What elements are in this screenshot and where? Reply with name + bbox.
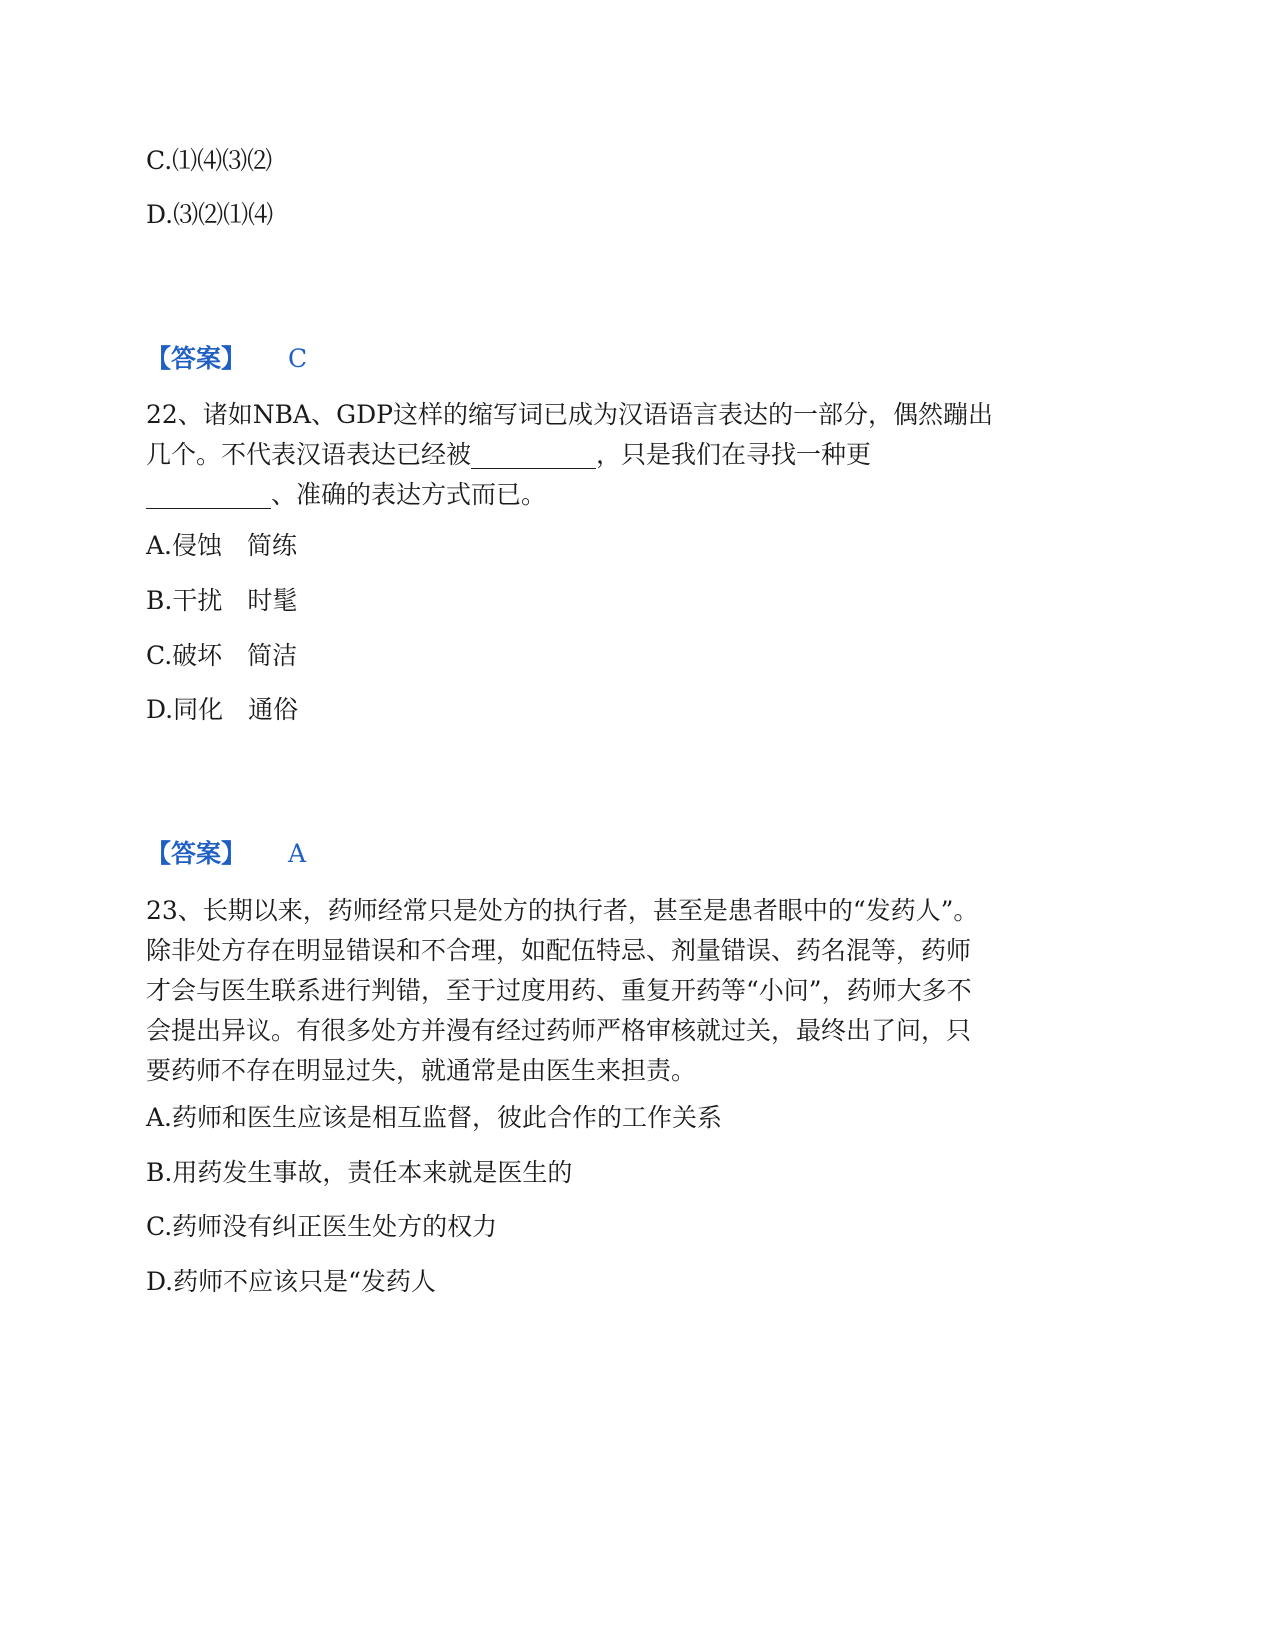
q23-stem-line: 会提出异议。有很多处方并漫有经过药师严格审核就过关，最终出了问，只 bbox=[146, 1016, 972, 1045]
answer-tag: 【答案】 bbox=[146, 344, 247, 373]
q23-stem-line: 23、长期以来，药师经常只是处方的执行者，甚至是患者眼中的“发药人”。 bbox=[146, 896, 979, 925]
q23-stem bbox=[146, 891, 1066, 1091]
q23-option-d: D.药师不应该只是“发药人 bbox=[146, 1267, 436, 1296]
q22-option-b: B.干扰 时髦 bbox=[146, 586, 298, 615]
answer-value: C bbox=[288, 344, 308, 373]
q22-option-d: D.同化 通俗 bbox=[146, 695, 299, 724]
q22-answer bbox=[146, 839, 306, 869]
q22-option-c: C.破坏 简洁 bbox=[146, 641, 298, 670]
q22-stem bbox=[146, 395, 1066, 515]
q23-option-a: A.药师和医生应该是相互监督，彼此合作的工作关系 bbox=[146, 1103, 723, 1132]
q23-stem-line: 除非处方存在明显错误和不合理，如配伍特忌、剂量错误、药名混等，药师 bbox=[146, 936, 972, 965]
answer-tag: 【答案】 bbox=[146, 839, 247, 868]
q21-option-c: C.⑴⑷⑶⑵ bbox=[146, 146, 273, 175]
q22-option-a: A.侵蚀 简练 bbox=[146, 531, 298, 560]
q23-stem-line: 要药师不存在明显过失，就通常是由医生来担责。 bbox=[146, 1056, 697, 1085]
q22-stem-line: 22、诸如NBA、GDP这样的缩写词已成为汉语语言表达的一部分，偶然蹦出 bbox=[146, 400, 993, 429]
q23-option-c: C.药师没有纠正医生处方的权力 bbox=[146, 1212, 498, 1241]
q22-stem-line: __________、准确的表达方式而已。 bbox=[146, 480, 547, 509]
q22-stem-line: 几个。不代表汉语表达已经被__________，只是我们在寻找一种更 bbox=[146, 440, 872, 469]
q23-option-b: B.用药发生事故，责任本来就是医生的 bbox=[146, 1158, 573, 1187]
q21-answer bbox=[146, 344, 307, 374]
q23-stem-line: 才会与医生联系进行判错，至于过度用药、重复开药等“小问”，药师大多不 bbox=[146, 976, 972, 1005]
q21-option-d: D.⑶⑵⑴⑷ bbox=[146, 200, 274, 229]
answer-value: A bbox=[288, 839, 307, 868]
